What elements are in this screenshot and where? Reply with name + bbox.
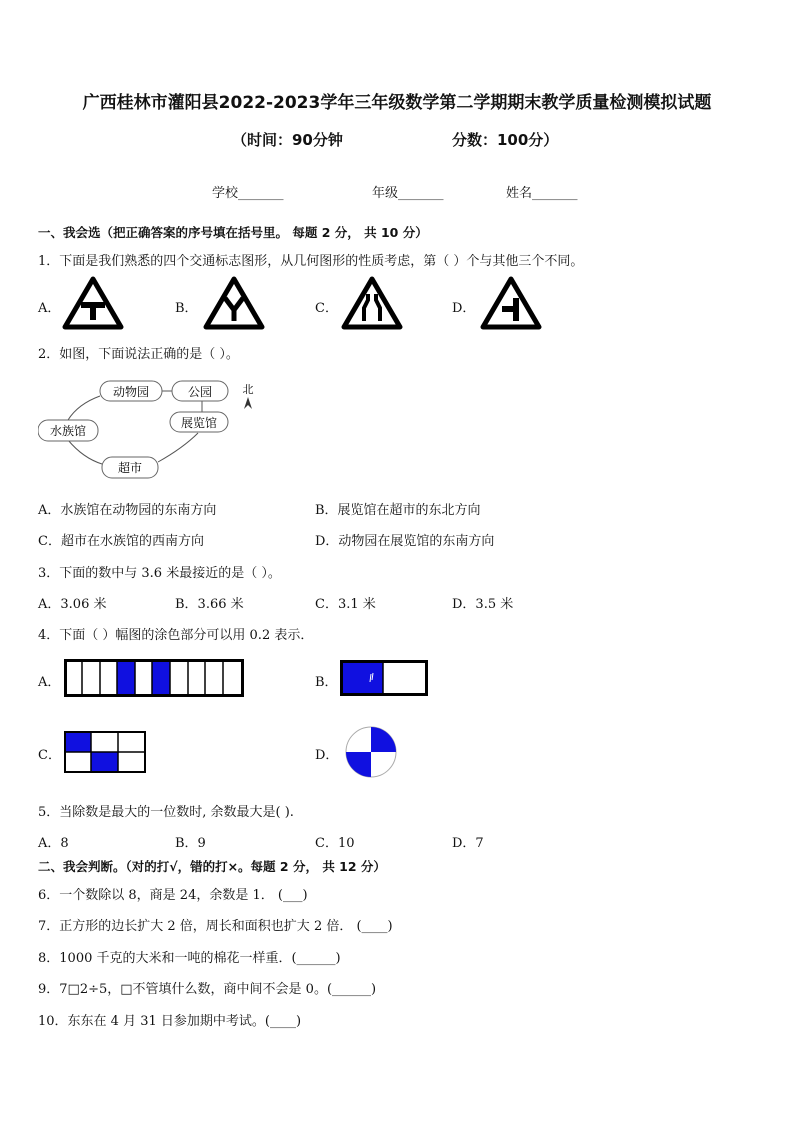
map-label-market: 超市 (117, 461, 143, 475)
q1-label-a: A． (38, 301, 61, 316)
question-9: 9．7□2÷5，□不管填什么数，商中间不会是 0。(______) (38, 982, 377, 997)
fraction-circle-d (344, 724, 398, 780)
grade-field: 年级_______ (372, 186, 444, 201)
map-label-zoo: 动物园 (112, 385, 150, 399)
school-field: 学校_______ (212, 186, 284, 201)
q4-label-a: A． (38, 675, 61, 690)
north-arrow-icon (244, 397, 252, 409)
question-2: 2．如图，下面说法正确的是（ ）。 (38, 347, 239, 362)
page-title: 广西桂林市灌阳县2022-2023学年三年级数学第二学期期末教学质量检测模拟试题 (82, 93, 712, 113)
question-5: 5．当除数是最大的一位数时, 余数最大是( ). (38, 805, 294, 820)
q2-option-b: B．展览馆在超市的东北方向 (315, 503, 481, 518)
q5-option-c: C．10 (315, 836, 355, 851)
time-label: （时间：90分钟 (232, 131, 343, 149)
name-field: 姓名_______ (506, 186, 578, 201)
q1-label-c: C． (315, 301, 338, 316)
location-map-diagram (38, 376, 264, 486)
question-3: 3．下面的数中与 3.6 米最接近的是（ ）。 (38, 566, 281, 581)
q5-option-d: D．7 (452, 836, 484, 851)
q5-option-b: B．9 (175, 836, 206, 851)
question-8: 8．1000 千克的大米和一吨的棉花一样重．(______) (38, 951, 341, 966)
question-7: 7．正方形的边长扩大 2 倍，周长和面积也扩大 2 倍． (____) (38, 919, 393, 934)
fraction-grid-c (64, 731, 146, 773)
q3-option-c: C．3.1 米 (315, 597, 376, 612)
q2-option-c: C．超市在水族馆的西南方向 (38, 534, 204, 549)
q3-option-a: A．3.06 米 (38, 597, 107, 612)
road-narrows-sign-icon (341, 276, 403, 330)
score-label: 分数：100分） (452, 131, 559, 149)
question-4: 4．下面（ ）幅图的涂色部分可以用 0.2 表示． (38, 628, 314, 643)
map-label-exhibit: 展览馆 (180, 416, 218, 430)
map-label-aquarium: 水族馆 (49, 424, 87, 438)
map-north-label: 北 (242, 383, 254, 396)
q1-label-b: B． (175, 301, 198, 316)
fraction-strip-a (64, 659, 244, 697)
q5-option-a: A．8 (38, 836, 69, 851)
q3-option-b: B．3.66 米 (175, 597, 244, 612)
t-junction-sign-icon (62, 276, 124, 330)
map-label-park: 公园 (187, 385, 213, 399)
q2-option-d: D．动物园在展览馆的东南方向 (315, 534, 495, 549)
question-6: 6．一个数除以 8，商是 24，余数是 1． (___) (38, 888, 308, 903)
q4-label-d: D． (315, 748, 339, 763)
section-1-heading: 一、我会选（把正确答案的序号填在括号里。 每题 2 分， 共 10 分） (38, 225, 428, 240)
fraction-bar-b (340, 660, 428, 696)
question-10: 10．东东在 4 月 31 日参加期中考试。(____) (38, 1014, 302, 1029)
side-road-sign-icon (480, 276, 542, 330)
y-junction-sign-icon (203, 276, 265, 330)
q1-label-d: D． (452, 301, 476, 316)
q4-label-c: C． (38, 748, 61, 763)
q4-label-b: B． (315, 675, 338, 690)
question-1: 1．下面是我们熟悉的四个交通标志图形，从几何图形的性质考虑，第（ ）个与其他三个不同。 (38, 254, 584, 269)
q2-option-a: A．水族馆在动物园的东南方向 (38, 503, 217, 518)
section-2-heading: 二、我会判断。（对的打√，错的打×。每题 2 分， 共 12 分） (38, 859, 386, 874)
q3-option-d: D．3.5 米 (452, 597, 514, 612)
